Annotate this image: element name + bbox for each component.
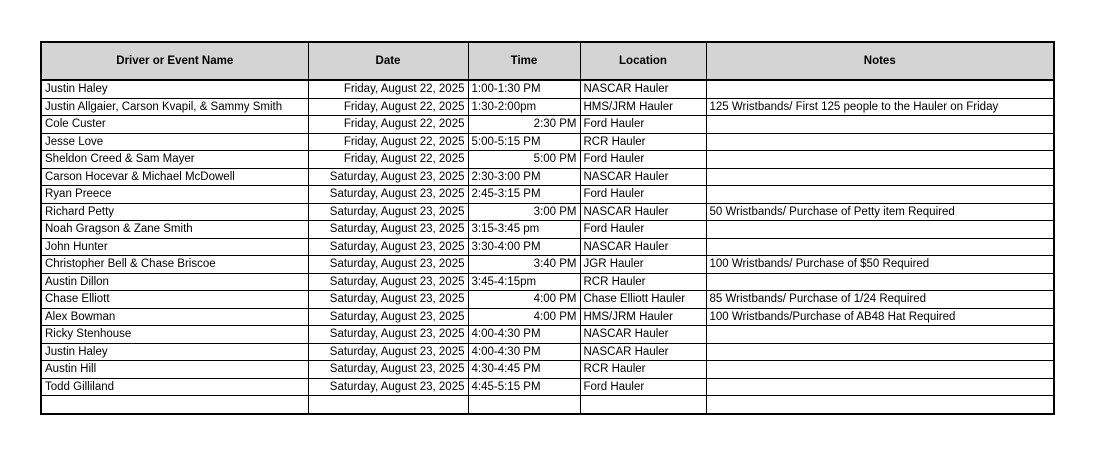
cell-date: Saturday, August 23, 2025 bbox=[308, 256, 468, 274]
cell-date: Friday, August 22, 2025 bbox=[308, 133, 468, 151]
table-row bbox=[41, 396, 1054, 414]
cell-date: Saturday, August 23, 2025 bbox=[308, 221, 468, 239]
cell-time: 3:45-4:15pm bbox=[468, 273, 580, 291]
cell-date: Saturday, August 23, 2025 bbox=[308, 378, 468, 396]
cell-notes: 100 Wristbands/Purchase of AB48 Hat Required bbox=[706, 308, 1054, 326]
cell-date: Friday, August 22, 2025 bbox=[308, 151, 468, 169]
table-row bbox=[41, 238, 1054, 256]
cell-location: JGR Hauler bbox=[580, 256, 706, 274]
cell-date: Friday, August 22, 2025 bbox=[308, 98, 468, 116]
cell-notes: 50 Wristbands/ Purchase of Petty item Required bbox=[706, 203, 1054, 221]
cell-notes bbox=[706, 80, 1054, 98]
cell-location: Chase Elliott Hauler bbox=[580, 291, 706, 309]
cell-time: 3:00 PM bbox=[468, 203, 580, 221]
cell-notes bbox=[706, 343, 1054, 361]
cell-date: Saturday, August 23, 2025 bbox=[308, 326, 468, 344]
cell-date: Friday, August 22, 2025 bbox=[308, 116, 468, 134]
cell-driver-or-event-name: Carson Hocevar & Michael McDowell bbox=[41, 168, 308, 186]
table-row bbox=[41, 273, 1054, 291]
cell-time: 2:30-3:00 PM bbox=[468, 168, 580, 186]
cell-notes bbox=[706, 116, 1054, 134]
cell-notes bbox=[706, 221, 1054, 239]
cell-date: Saturday, August 23, 2025 bbox=[308, 361, 468, 379]
cell-location: Ford Hauler bbox=[580, 116, 706, 134]
table-body bbox=[41, 80, 1054, 414]
cell-location: Ford Hauler bbox=[580, 378, 706, 396]
cell-driver-or-event-name: Ricky Stenhouse bbox=[41, 326, 308, 344]
cell-time: 3:30-4:00 PM bbox=[468, 238, 580, 256]
cell-time: 4:00-4:30 PM bbox=[468, 343, 580, 361]
cell-date: Saturday, August 23, 2025 bbox=[308, 186, 468, 204]
table-header bbox=[41, 42, 1054, 80]
table-row bbox=[41, 116, 1054, 134]
cell-driver-or-event-name: Sheldon Creed & Sam Mayer bbox=[41, 151, 308, 169]
cell-driver-or-event-name: Ryan Preece bbox=[41, 186, 308, 204]
cell-date: Friday, August 22, 2025 bbox=[308, 80, 468, 98]
cell-time: 1:30-2:00pm bbox=[468, 98, 580, 116]
cell-time: 3:40 PM bbox=[468, 256, 580, 274]
cell-date: Saturday, August 23, 2025 bbox=[308, 203, 468, 221]
cell-time bbox=[468, 396, 580, 414]
cell-notes bbox=[706, 273, 1054, 291]
cell-time: 2:30 PM bbox=[468, 116, 580, 134]
cell-driver-or-event-name bbox=[41, 396, 308, 414]
cell-notes bbox=[706, 186, 1054, 204]
cell-location: NASCAR Hauler bbox=[580, 238, 706, 256]
table-row bbox=[41, 151, 1054, 169]
cell-location: Ford Hauler bbox=[580, 221, 706, 239]
cell-date: Saturday, August 23, 2025 bbox=[308, 291, 468, 309]
table-row bbox=[41, 378, 1054, 396]
cell-driver-or-event-name: Todd Gilliland bbox=[41, 378, 308, 396]
cell-time: 4:00-4:30 PM bbox=[468, 326, 580, 344]
cell-time: 1:00-1:30 PM bbox=[468, 80, 580, 98]
cell-location: NASCAR Hauler bbox=[580, 326, 706, 344]
cell-location: RCR Hauler bbox=[580, 361, 706, 379]
cell-time: 4:00 PM bbox=[468, 291, 580, 309]
table-row bbox=[41, 203, 1054, 221]
cell-driver-or-event-name: Austin Dillon bbox=[41, 273, 308, 291]
cell-driver-or-event-name: Justin Haley bbox=[41, 343, 308, 361]
cell-date: Saturday, August 23, 2025 bbox=[308, 273, 468, 291]
table-row bbox=[41, 80, 1054, 98]
cell-date: Saturday, August 23, 2025 bbox=[308, 238, 468, 256]
cell-notes: 125 Wristbands/ First 125 people to the Hauler on Friday bbox=[706, 98, 1054, 116]
cell-time: 5:00 PM bbox=[468, 151, 580, 169]
cell-time: 4:45-5:15 PM bbox=[468, 378, 580, 396]
table-row bbox=[41, 98, 1054, 116]
cell-driver-or-event-name: Alex Bowman bbox=[41, 308, 308, 326]
table-row bbox=[41, 343, 1054, 361]
table-row bbox=[41, 326, 1054, 344]
cell-location: NASCAR Hauler bbox=[580, 168, 706, 186]
cell-location: HMS/JRM Hauler bbox=[580, 98, 706, 116]
cell-notes bbox=[706, 326, 1054, 344]
cell-location: NASCAR Hauler bbox=[580, 203, 706, 221]
table-row bbox=[41, 168, 1054, 186]
cell-notes bbox=[706, 361, 1054, 379]
table-row bbox=[41, 291, 1054, 309]
header-notes: Notes bbox=[706, 42, 1054, 80]
cell-notes: 100 Wristbands/ Purchase of $50 Required bbox=[706, 256, 1054, 274]
table-row bbox=[41, 361, 1054, 379]
cell-location: NASCAR Hauler bbox=[580, 343, 706, 361]
cell-driver-or-event-name: Jesse Love bbox=[41, 133, 308, 151]
cell-driver-or-event-name: Justin Haley bbox=[41, 80, 308, 98]
cell-location: Ford Hauler bbox=[580, 151, 706, 169]
cell-location: RCR Hauler bbox=[580, 133, 706, 151]
cell-notes bbox=[706, 133, 1054, 151]
header-driver-or-event-name: Driver or Event Name bbox=[41, 42, 308, 80]
cell-driver-or-event-name: Richard Petty bbox=[41, 203, 308, 221]
table-row bbox=[41, 308, 1054, 326]
cell-date: Saturday, August 23, 2025 bbox=[308, 168, 468, 186]
cell-date: Saturday, August 23, 2025 bbox=[308, 343, 468, 361]
header-date: Date bbox=[308, 42, 468, 80]
cell-time: 5:00-5:15 PM bbox=[468, 133, 580, 151]
cell-time: 4:30-4:45 PM bbox=[468, 361, 580, 379]
cell-notes bbox=[706, 378, 1054, 396]
cell-driver-or-event-name: Justin Allgaier, Carson Kvapil, & Sammy Smith bbox=[41, 98, 308, 116]
cell-date: Saturday, August 23, 2025 bbox=[308, 308, 468, 326]
cell-notes bbox=[706, 238, 1054, 256]
header-location: Location bbox=[580, 42, 706, 80]
cell-notes bbox=[706, 396, 1054, 414]
cell-time: 4:00 PM bbox=[468, 308, 580, 326]
cell-date bbox=[308, 396, 468, 414]
cell-location: RCR Hauler bbox=[580, 273, 706, 291]
schedule-table bbox=[40, 41, 1055, 415]
table-row bbox=[41, 221, 1054, 239]
cell-time: 3:15-3:45 pm bbox=[468, 221, 580, 239]
header-row bbox=[41, 42, 1054, 80]
header-time: Time bbox=[468, 42, 580, 80]
cell-notes bbox=[706, 151, 1054, 169]
cell-driver-or-event-name: Cole Custer bbox=[41, 116, 308, 134]
cell-notes bbox=[706, 168, 1054, 186]
cell-driver-or-event-name: John Hunter bbox=[41, 238, 308, 256]
cell-driver-or-event-name: Noah Gragson & Zane Smith bbox=[41, 221, 308, 239]
cell-location: NASCAR Hauler bbox=[580, 80, 706, 98]
table-row bbox=[41, 256, 1054, 274]
cell-driver-or-event-name: Christopher Bell & Chase Briscoe bbox=[41, 256, 308, 274]
cell-driver-or-event-name: Austin Hill bbox=[41, 361, 308, 379]
cell-location: HMS/JRM Hauler bbox=[580, 308, 706, 326]
cell-time: 2:45-3:15 PM bbox=[468, 186, 580, 204]
cell-location bbox=[580, 396, 706, 414]
cell-location: Ford Hauler bbox=[580, 186, 706, 204]
cell-notes: 85 Wristbands/ Purchase of 1/24 Required bbox=[706, 291, 1054, 309]
table-row bbox=[41, 186, 1054, 204]
cell-driver-or-event-name: Chase Elliott bbox=[41, 291, 308, 309]
table-row bbox=[41, 133, 1054, 151]
